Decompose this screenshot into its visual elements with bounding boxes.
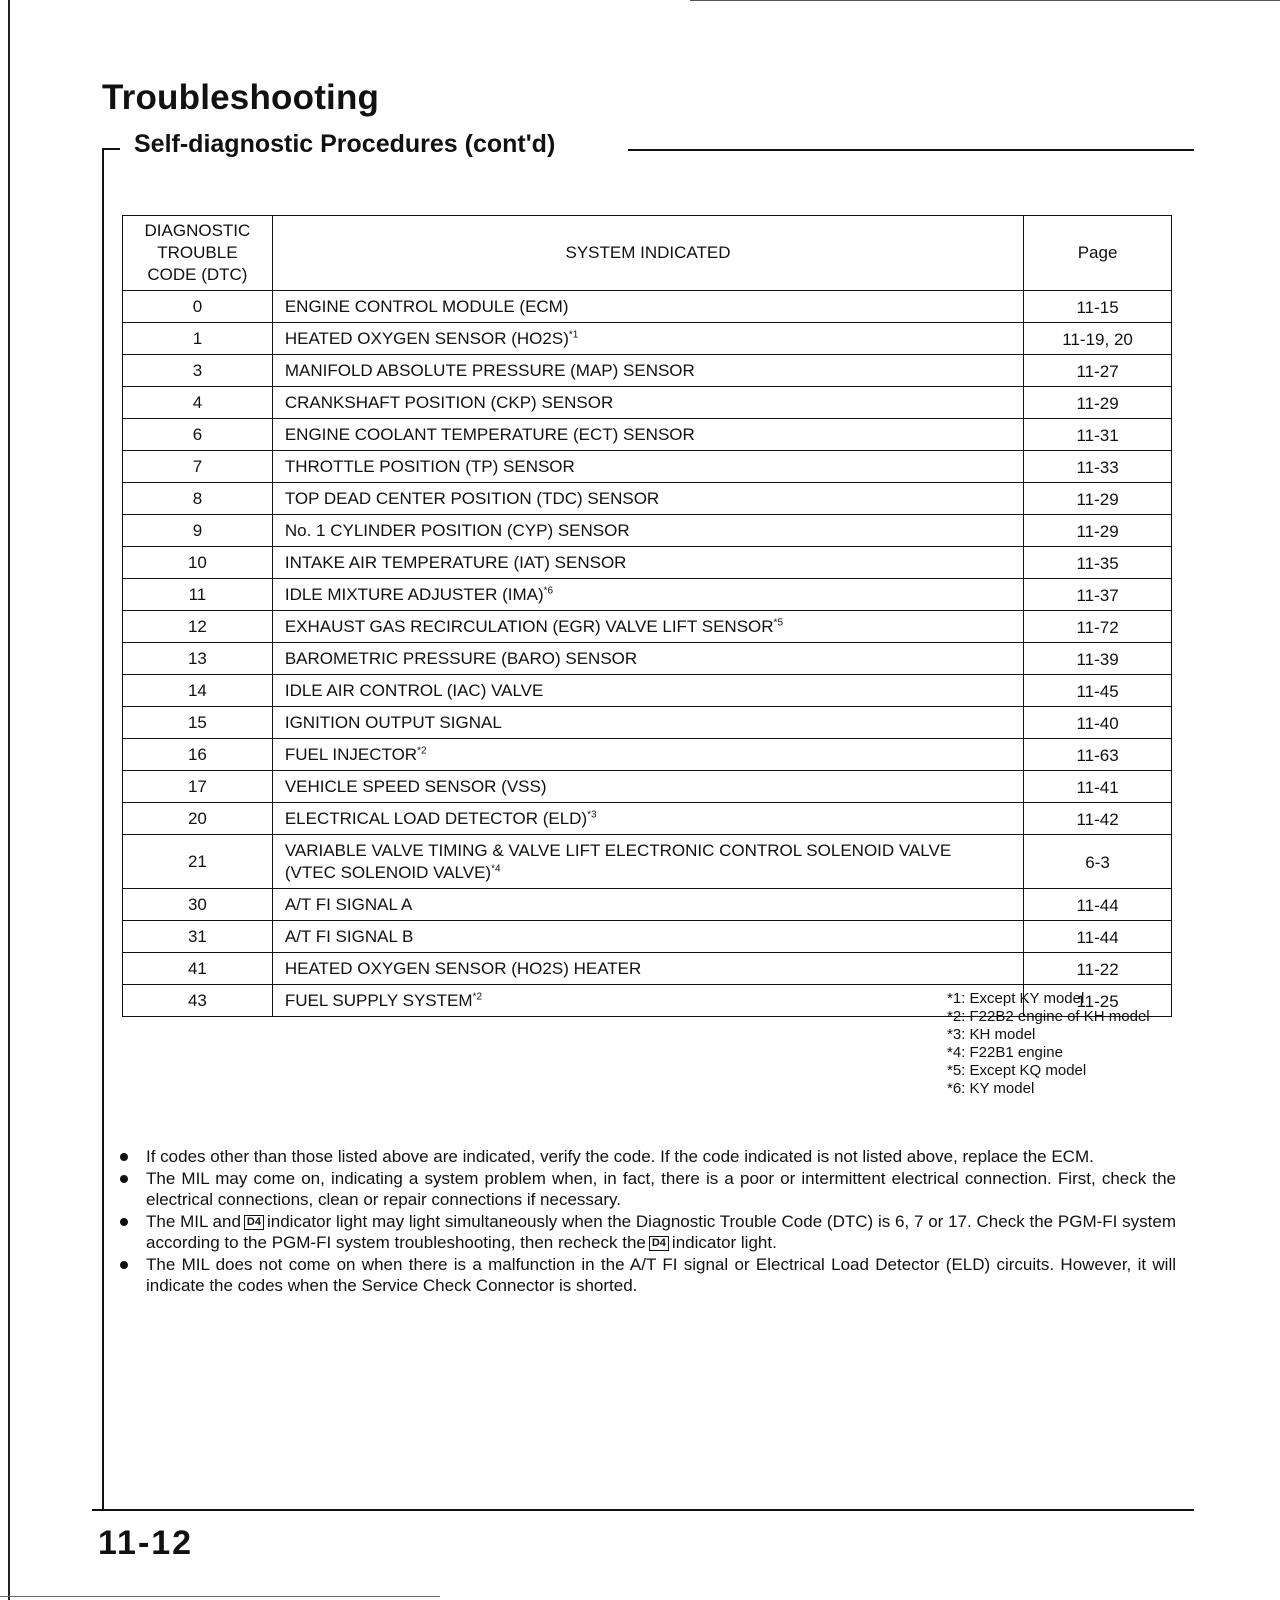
dtc-row	[123, 611, 1172, 643]
dtc-system-text: A/T FI SIGNAL A	[284, 894, 413, 914]
dtc-code: 15	[123, 707, 273, 739]
dtc-code: 10	[123, 547, 273, 579]
footnote-marker: *3	[587, 808, 597, 820]
notes-list	[120, 1146, 1176, 1297]
dtc-system-text: A/T FI SIGNAL B	[284, 926, 414, 946]
dtc-system-text: ENGINE COOLANT TEMPERATURE (ECT) SENSOR	[284, 424, 695, 444]
header-dtc-line1: DIAGNOSTIC	[144, 221, 251, 240]
footnote: *5: Except KQ model	[947, 1062, 1087, 1079]
dtc-system-text: HEATED OXYGEN SENSOR (HO2S) HEATER	[284, 958, 642, 978]
dtc-page-ref: 6-3	[1024, 835, 1172, 889]
dtc-page-ref: 11-33	[1024, 451, 1172, 483]
dtc-code: 17	[123, 771, 273, 803]
dtc-system-text: MANIFOLD ABSOLUTE PRESSURE (MAP) SENSOR	[284, 360, 695, 380]
dtc-code: 7	[123, 451, 273, 483]
dtc-table-header-row	[123, 216, 1172, 291]
dtc-system	[272, 547, 1023, 579]
dtc-system	[272, 707, 1023, 739]
dtc-code: 1	[123, 323, 273, 355]
top-scan-rule	[690, 0, 1280, 1]
dtc-system	[272, 921, 1023, 953]
note-text: The MIL does not come on when there is a malfunction in the A/T FI signal or Electrical Load Detector (ELD) circuits. However, it will indicate the codes when the Service Check Connector is shorted.	[146, 1255, 1176, 1295]
dtc-code: 41	[123, 953, 273, 985]
dtc-page-ref: 11-27	[1024, 355, 1172, 387]
footnote-marker: *6	[543, 584, 554, 596]
dtc-page-ref: 11-44	[1024, 889, 1172, 921]
dtc-system	[272, 803, 1023, 835]
dtc-code: 30	[123, 889, 273, 921]
dtc-system	[272, 643, 1023, 675]
dtc-row	[123, 771, 1172, 803]
dtc-system-text: THROTTLE POSITION (TP) SENSOR	[284, 456, 575, 476]
dtc-system-text: IDLE AIR CONTROL (IAC) VALVE	[284, 680, 544, 700]
dtc-row	[123, 643, 1172, 675]
dtc-system-text: VEHICLE SPEED SENSOR (VSS)	[284, 776, 547, 796]
footnote-marker: *2	[417, 744, 427, 756]
dtc-page-ref: 11-42	[1024, 803, 1172, 835]
dtc-code: 11	[123, 579, 273, 611]
dtc-row	[123, 953, 1172, 985]
dtc-row	[123, 387, 1172, 419]
header-dtc	[123, 216, 273, 291]
dtc-page-ref: 11-31	[1024, 419, 1172, 451]
note-item	[120, 1146, 1176, 1167]
dtc-page-ref: 11-72	[1024, 611, 1172, 643]
dtc-code: 4	[123, 387, 273, 419]
dtc-system	[272, 419, 1023, 451]
dtc-system	[272, 355, 1023, 387]
footnote-marker: *1	[568, 328, 579, 340]
bullet-icon	[120, 1261, 128, 1269]
header-page: Page	[1024, 216, 1172, 291]
note-item	[120, 1168, 1176, 1210]
dtc-row	[123, 291, 1172, 323]
dtc-row	[123, 739, 1172, 771]
dtc-page-ref: 11-35	[1024, 547, 1172, 579]
dtc-code: 8	[123, 483, 273, 515]
section-frame-bottom	[92, 1509, 1194, 1511]
dtc-row	[123, 889, 1172, 921]
d4-indicator-icon: D4	[244, 1215, 264, 1230]
dtc-system-text: INTAKE AIR TEMPERATURE (IAT) SENSOR	[284, 552, 627, 572]
bullet-icon	[120, 1153, 128, 1161]
dtc-page-ref: 11-39	[1024, 643, 1172, 675]
footnote: *3: KH model	[947, 1026, 1036, 1043]
footnote-marker: *4	[491, 862, 501, 874]
dtc-row	[123, 451, 1172, 483]
dtc-system	[272, 739, 1023, 771]
dtc-row	[123, 355, 1172, 387]
dtc-system	[272, 611, 1023, 643]
dtc-system	[272, 579, 1023, 611]
dtc-row	[123, 323, 1172, 355]
dtc-code: 13	[123, 643, 273, 675]
dtc-page-ref: 11-37	[1024, 579, 1172, 611]
section-heading	[102, 130, 1194, 170]
page-title: Troubleshooting	[102, 78, 380, 117]
dtc-code: 43	[123, 985, 273, 1017]
dtc-system-text: BAROMETRIC PRESSURE (BARO) SENSOR	[284, 648, 638, 668]
dtc-code: 14	[123, 675, 273, 707]
dtc-system	[272, 953, 1023, 985]
dtc-system-text: ELECTRICAL LOAD DETECTOR (ELD)	[284, 808, 588, 828]
dtc-table-body	[123, 291, 1172, 1017]
dtc-page-ref: 11-29	[1024, 515, 1172, 547]
dtc-code: 31	[123, 921, 273, 953]
dtc-page-ref: 11-19, 20	[1024, 323, 1172, 355]
dtc-code: 21	[123, 835, 273, 889]
note-text: The MIL and	[146, 1212, 241, 1231]
dtc-row	[123, 483, 1172, 515]
dtc-code: 6	[123, 419, 273, 451]
dtc-code: 20	[123, 803, 273, 835]
dtc-system	[272, 451, 1023, 483]
dtc-page-ref: 11-29	[1024, 387, 1172, 419]
dtc-system-text: CRANKSHAFT POSITION (CKP) SENSOR	[284, 392, 614, 412]
dtc-system-text: TOP DEAD CENTER POSITION (TDC) SENSOR	[284, 488, 660, 508]
dtc-code: 16	[123, 739, 273, 771]
dtc-system	[272, 771, 1023, 803]
dtc-row	[123, 707, 1172, 739]
footnote-marker: *2	[472, 990, 482, 1002]
dtc-system	[272, 835, 1023, 889]
dtc-system-text: IDLE MIXTURE ADJUSTER (IMA)	[284, 584, 544, 604]
dtc-row	[123, 835, 1172, 889]
note-item	[120, 1211, 1176, 1253]
dtc-page-ref: 11-45	[1024, 675, 1172, 707]
section-heading-tick	[102, 148, 120, 150]
dtc-system	[272, 985, 1023, 1017]
bullet-icon	[120, 1218, 128, 1226]
bottom-scan-rule	[0, 1596, 440, 1597]
footnotes	[947, 990, 1150, 1098]
section-title: Self-diagnostic Procedures (cont'd)	[134, 130, 556, 158]
dtc-page-ref: 11-29	[1024, 483, 1172, 515]
bullet-icon	[120, 1175, 128, 1183]
note-text: If codes other than those listed above are indicated, verify the code. If the code indicated is not listed above, replace the ECM.	[146, 1147, 1094, 1166]
dtc-system	[272, 515, 1023, 547]
dtc-system	[272, 291, 1023, 323]
dtc-page-ref: 11-22	[1024, 953, 1172, 985]
note-item	[120, 1254, 1176, 1296]
footnote: *6: KY model	[947, 1080, 1035, 1097]
dtc-code: 3	[123, 355, 273, 387]
dtc-system	[272, 889, 1023, 921]
header-dtc-line3: CODE (DTC)	[147, 265, 248, 284]
dtc-system-text: FUEL INJECTOR	[284, 744, 418, 764]
dtc-system-text: No. 1 CYLINDER POSITION (CYP) SENSOR	[284, 520, 630, 540]
dtc-row	[123, 419, 1172, 451]
page-edge-rule	[8, 0, 10, 1600]
dtc-code: 9	[123, 515, 273, 547]
footnote: *1: Except KY model	[947, 990, 1085, 1007]
dtc-page-ref: 11-44	[1024, 921, 1172, 953]
footnote: *4: F22B1 engine	[947, 1044, 1063, 1061]
dtc-page-ref: 11-40	[1024, 707, 1172, 739]
dtc-page-ref: 11-25	[1024, 985, 1172, 1017]
page-number: 11-12	[98, 1524, 194, 1562]
dtc-system-text: FUEL SUPPLY SYSTEM	[284, 990, 473, 1010]
dtc-code: 12	[123, 611, 273, 643]
dtc-system-text: ENGINE CONTROL MODULE (ECM)	[284, 296, 569, 316]
dtc-system-text: EXHAUST GAS RECIRCULATION (EGR) VALVE LIFT SENSOR	[284, 616, 774, 636]
footnote: *2: F22B2 engine of KH model	[947, 1008, 1150, 1025]
dtc-system-text: IGNITION OUTPUT SIGNAL	[284, 712, 502, 732]
section-heading-rule	[628, 149, 1194, 151]
dtc-system-text-line2: (VTEC SOLENOID VALVE)	[284, 862, 492, 882]
dtc-row	[123, 675, 1172, 707]
section-frame-left	[102, 148, 104, 1510]
dtc-page-ref: 11-15	[1024, 291, 1172, 323]
dtc-page-ref: 11-41	[1024, 771, 1172, 803]
dtc-table	[122, 215, 1172, 1017]
header-system: SYSTEM INDICATED	[272, 216, 1023, 291]
dtc-system-text: HEATED OXYGEN SENSOR (HO2S)	[284, 328, 569, 348]
dtc-system	[272, 483, 1023, 515]
dtc-system	[272, 387, 1023, 419]
note-text: indicator light.	[671, 1233, 777, 1252]
dtc-row	[123, 547, 1172, 579]
dtc-row	[123, 515, 1172, 547]
header-dtc-line2: TROUBLE	[157, 243, 238, 262]
dtc-row	[123, 579, 1172, 611]
dtc-row	[123, 921, 1172, 953]
note-text: indicator light may light simultaneously when the Diagnostic Trouble Code (DTC) is 6, 7 or 17. Check the PGM-FI system according to the PGM-FI system troubleshooting, then recheck the	[146, 1212, 1176, 1252]
note-text: The MIL may come on, indicating a system problem when, in fact, there is a poor or intermittent electrical connection. First, check the electrical connections, clean or repair connections if necessary.	[146, 1169, 1176, 1209]
d4-indicator-icon: D4	[649, 1236, 669, 1251]
dtc-system	[272, 323, 1023, 355]
dtc-system-text: VARIABLE VALVE TIMING & VALVE LIFT ELECTRONIC CONTROL SOLENOID VALVE	[284, 840, 952, 860]
dtc-row	[123, 803, 1172, 835]
dtc-system	[272, 675, 1023, 707]
dtc-code: 0	[123, 291, 273, 323]
dtc-page-ref: 11-63	[1024, 739, 1172, 771]
footnote-marker: *5	[773, 616, 783, 628]
